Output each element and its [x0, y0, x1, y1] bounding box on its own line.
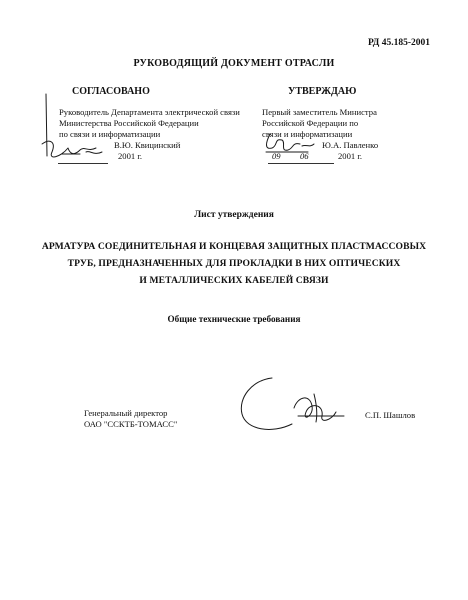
agreed-signature — [40, 92, 120, 172]
approved-signatory: Ю.А. Павленко — [322, 140, 379, 150]
approved-date-line — [268, 163, 334, 164]
director-signatory: С.П. Шашлов — [365, 410, 416, 420]
document-subtitle: Общие технические требования — [167, 314, 301, 324]
document-title-line: ТРУБ, ПРЕДНАЗНАЧЕННЫХ ДЛЯ ПРОКЛАДКИ В НИХ ОПТИЧЕСКИХ — [67, 258, 401, 269]
director-position-line: Генеральный директор — [84, 408, 168, 418]
agreed-position-line: Министерства Российской Федерации — [59, 118, 199, 128]
approved-position-line: Российской Федерации по — [262, 118, 359, 128]
director-position-line: ОАО "ССКТБ-ТОМАСС" — [84, 419, 178, 429]
director-position — [84, 408, 177, 430]
approved-date-month: 06 — [300, 151, 309, 161]
document-code: РД 45.185-2001 — [368, 38, 430, 48]
agreed-year: 2001 г. — [118, 151, 143, 161]
agreed-date-line — [58, 163, 108, 164]
approved-date-day: 09 — [272, 151, 281, 161]
agreed-heading: СОГЛАСОВАНО — [72, 86, 150, 97]
approved-heading: УТВЕРЖДАЮ — [288, 86, 357, 97]
agreed-position-line: по связи и информатизации — [59, 129, 161, 139]
document-title — [0, 238, 468, 289]
document-title-line: И МЕТАЛЛИЧЕСКИХ КАБЕЛЕЙ СВЯЗИ — [139, 275, 329, 286]
approval-sheet-label: Лист утверждения — [194, 210, 274, 220]
agreed-position-line: Руководитель Департамента электрической связи — [59, 107, 240, 117]
approved-position-line: связи и информатизации — [262, 129, 353, 139]
document-title-line: АРМАТУРА СОЕДИНИТЕЛЬНАЯ И КОНЦЕВАЯ ЗАЩИТНЫХ ПЛАСТМАССОВЫХ — [41, 241, 427, 252]
approved-signature — [262, 132, 322, 162]
agreed-signatory: В.Ю. Квицинский — [114, 140, 181, 150]
approved-position-line: Первый заместитель Министра — [262, 107, 377, 117]
approved-year: 2001 г. — [338, 151, 363, 161]
header-title: РУКОВОДЯЩИЙ ДОКУМЕНТ ОТРАСЛИ — [133, 58, 335, 69]
director-signature — [232, 372, 352, 452]
